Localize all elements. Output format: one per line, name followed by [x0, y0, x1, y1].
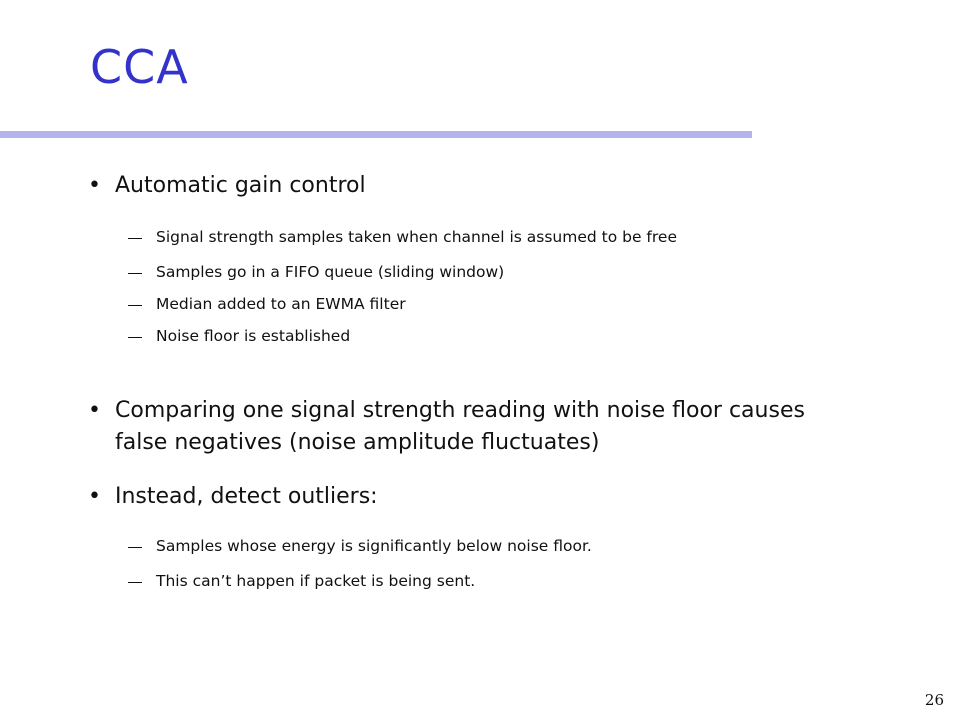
dash-icon — [128, 238, 142, 239]
sub-bullet-text: Median added to an EWMA filter — [156, 295, 406, 313]
bullet-item — [88, 170, 868, 202]
sub-bullet-text: Noise floor is established — [156, 327, 351, 345]
sub-bullet-text: Samples go in a FIFO queue (sliding window) — [156, 263, 505, 281]
bullet-item — [88, 395, 828, 459]
page-number: 26 — [924, 691, 944, 709]
sub-bullet-item — [128, 294, 406, 314]
sub-bullet-item — [128, 262, 504, 282]
bullet-text: Automatic gain control — [115, 173, 366, 198]
bullet-dot-icon: • — [88, 173, 101, 198]
dash-icon — [128, 547, 142, 548]
slide-title: CCA — [90, 40, 189, 94]
sub-bullet-text: Signal strength samples taken when channel is assumed to be free — [156, 228, 677, 246]
dash-icon — [128, 337, 142, 338]
title-underline-bar — [0, 131, 752, 138]
bullet-dot-icon: • — [88, 398, 101, 423]
sub-bullet-item — [128, 536, 592, 556]
sub-bullet-text: Samples whose energy is significantly below noise floor. — [156, 537, 592, 555]
bullet-text: Instead, detect outliers: — [115, 484, 378, 509]
sub-bullet-item — [128, 326, 350, 346]
sub-bullet-text: This can’t happen if packet is being sent. — [156, 572, 476, 590]
bullet-text: Comparing one signal strength reading with noise floor causes false negatives (noise amplitude fluctuates) — [115, 398, 805, 455]
bullet-item — [88, 481, 868, 513]
dash-icon — [128, 582, 142, 583]
dash-icon — [128, 305, 142, 306]
sub-bullet-item — [128, 571, 475, 591]
dash-icon — [128, 273, 142, 274]
sub-bullet-item — [128, 227, 677, 247]
bullet-dot-icon: • — [88, 484, 101, 509]
